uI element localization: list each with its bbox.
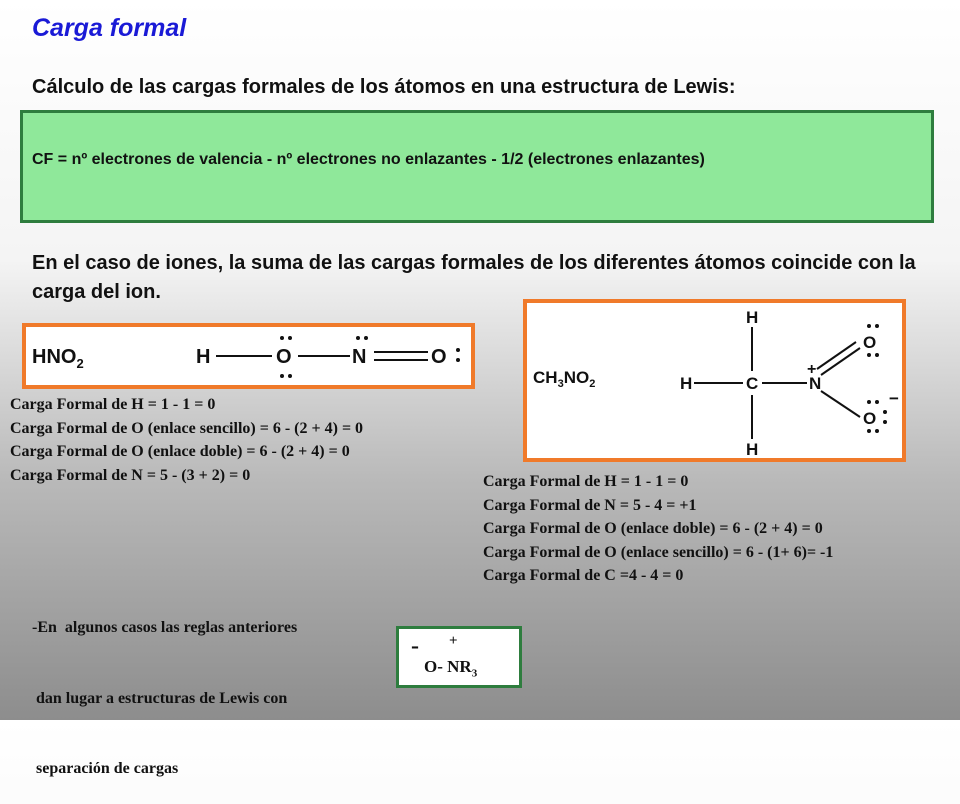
lone-pair-dot [867, 353, 871, 357]
ch3no2-charge-line: Carga Formal de H = 1 - 1 = 0 [483, 473, 689, 490]
ch3no2-o-bottom-atom: O [863, 409, 877, 428]
hno2-n-atom: N [352, 346, 367, 368]
lone-pair-dot [867, 324, 871, 328]
ch3no2-structure-box [523, 299, 906, 462]
hno2-o1-atom: O [276, 346, 292, 368]
ch3no2-charge-line: Carga Formal de O (enlace sencillo) = 6 - (1+ 6)= -1 [483, 543, 834, 561]
formula-box [20, 110, 934, 223]
ch3no2-n-atom: N [809, 374, 822, 393]
ch3no2-o-minus-sign: − [889, 389, 899, 408]
lone-pair-dot [280, 374, 284, 378]
lone-pair-dot [288, 336, 292, 340]
lone-pair-dot [456, 348, 460, 352]
charge-separation-example [396, 626, 522, 688]
hno2-charge-line: Carga Formal de N = 5 - (3 + 2) = 0 [10, 466, 251, 484]
hno2-formula-label: $HNO_2$ [32, 346, 84, 371]
separation-note [32, 569, 297, 804]
note-line: dan lugar a estructuras de Lewis con [32, 689, 288, 707]
ch3no2-h-bottom-atom: H [746, 440, 759, 458]
ch3no2-h-left-atom: H [680, 374, 693, 393]
example-minus-sign: - [411, 633, 419, 659]
lone-pair-dot [875, 400, 879, 404]
ch3no2-structure-diagram [527, 303, 902, 458]
lone-pair-dot [280, 336, 284, 340]
lone-pair-dot [883, 410, 887, 414]
lone-pair-dot [288, 374, 292, 378]
lone-pair-dot [364, 336, 368, 340]
section-subtitle: Cálculo de las cargas formales de los átomos en una estructura de Lewis: [32, 76, 736, 98]
note-line: separación de cargas [32, 760, 179, 777]
ch3no2-charge-line: Carga Formal de O (enlace doble) = 6 - (2 + 4) = 0 [483, 520, 823, 537]
hno2-structure-diagram [26, 327, 471, 385]
example-formula: O- $NR_3$ [424, 657, 478, 680]
ch3no2-c-atom: C [746, 374, 759, 393]
lone-pair-dot [867, 400, 871, 404]
hno2-h-atom: H [196, 346, 211, 368]
lone-pair-dot [356, 336, 360, 340]
formal-charge-formula: CF = nº electrones de valencia - nº electrones no enlazantes - 1/2 (electrones enlazantes) [32, 151, 705, 168]
page-title: Carga formal [32, 14, 187, 42]
example-plus-sign: + [449, 633, 458, 649]
hno2-structure-box [22, 323, 475, 389]
lone-pair-dot [875, 429, 879, 433]
lone-pair-dot [875, 324, 879, 328]
hno2-charge-line: Carga Formal de O (enlace doble) = 6 - (2 + 4) = 0 [10, 443, 350, 460]
lone-pair-dot [456, 358, 460, 362]
ch3no2-formula-label: $CH_3NO_2$ [533, 368, 596, 390]
ch3no2-n-plus-sign: + [807, 361, 817, 378]
hno2-charge-line: Carga Formal de H = 1 - 1 = 0 [10, 396, 216, 413]
ch3no2-o-top-atom: O [863, 333, 877, 352]
note-line: -En algunos casos las reglas anteriores [32, 619, 298, 636]
lone-pair-dot [867, 429, 871, 433]
ch3no2-h-top-atom: H [746, 308, 759, 327]
ch3no2-charge-line: Carga Formal de N = 5 - 4 = +1 [483, 496, 697, 514]
ch3no2-n-o-single-bond [821, 391, 860, 417]
ch3no2-charge-line: Carga Formal de C =4 - 4 = 0 [483, 567, 684, 584]
hno2-o2-atom: O [431, 346, 447, 368]
ch3no2-charge-list [483, 470, 833, 588]
ions-note: En el caso de iones, la suma de las cargas formales de los diferentes átomos coincide con la carga del ion. [32, 252, 916, 303]
lone-pair-dot [883, 420, 887, 424]
hno2-charge-list [10, 393, 363, 487]
hno2-charge-line: Carga Formal de O (enlace sencillo) = 6 - (2 + 4) = 0 [10, 419, 364, 437]
lone-pair-dot [875, 353, 879, 357]
